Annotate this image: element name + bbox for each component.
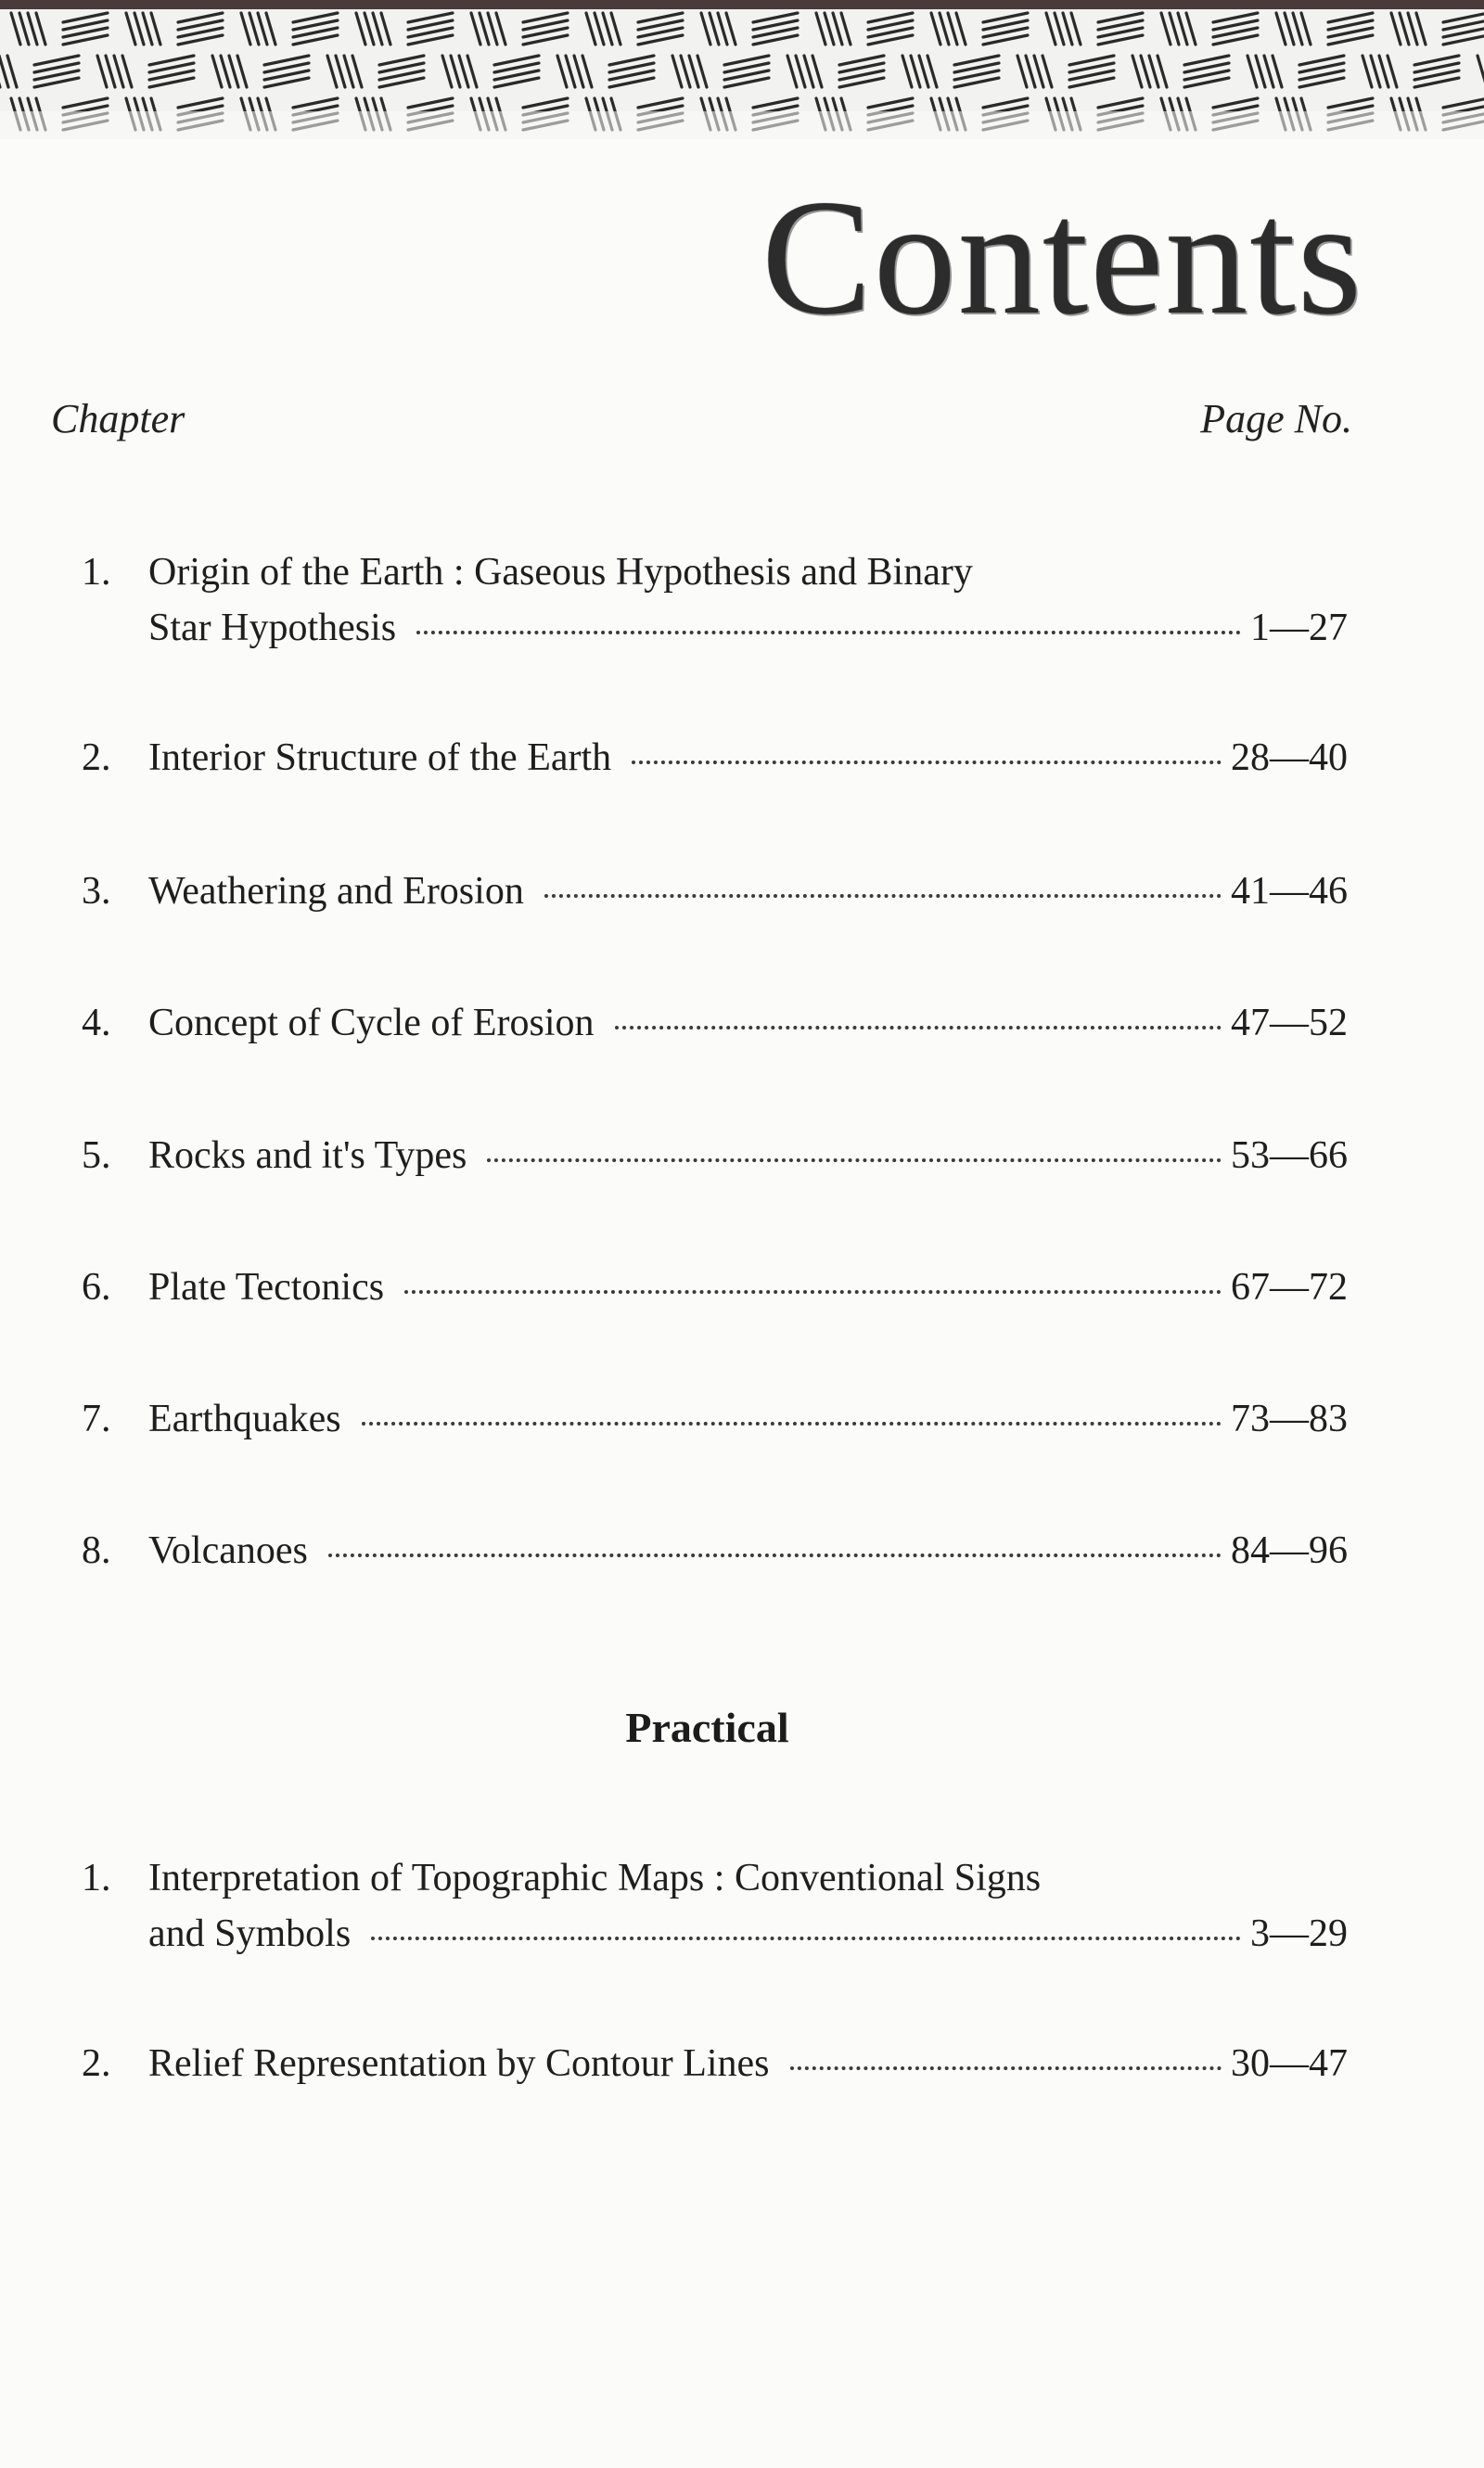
- entry-number: 6.: [82, 1266, 111, 1309]
- entry-title: Rocks and it's Types: [148, 1134, 467, 1177]
- entry-title: Concept of Cycle of Erosion: [148, 1002, 595, 1044]
- dot-leader: [416, 631, 1241, 634]
- entry-number: 4.: [82, 1002, 111, 1044]
- entry-title: Plate Tectonics: [148, 1266, 385, 1309]
- entry-page-range: 30—47: [1231, 2042, 1348, 2085]
- dot-leader: [632, 761, 1222, 764]
- entry-title: Volcanoes: [148, 1529, 308, 1572]
- entry-title-line-2: and Symbols: [148, 1912, 352, 1955]
- entry-number: 5.: [82, 1134, 111, 1177]
- entry-page-range: 28—40: [1231, 736, 1348, 779]
- toc-entry-chapter-7[interactable]: [82, 1400, 1348, 1439]
- dot-leader: [371, 1937, 1241, 1940]
- entry-number: 3.: [82, 870, 111, 913]
- dot-leader: [615, 1026, 1222, 1029]
- entry-title-line-1: Origin of the Earth : Gaseous Hypothesis and Binary: [148, 551, 973, 594]
- toc-entry-practical-2[interactable]: [82, 2044, 1348, 2083]
- entry-number: 7.: [82, 1398, 111, 1440]
- entry-title: Relief Representation by Contour Lines: [148, 2042, 770, 2085]
- entry-page-range: 3—29: [1250, 1912, 1348, 1955]
- entry-number: 1.: [82, 551, 111, 594]
- entry-number: 1.: [82, 1857, 111, 1899]
- dot-leader: [487, 1158, 1222, 1162]
- dot-leader: [362, 1422, 1222, 1426]
- toc-entry-chapter-4[interactable]: [82, 1004, 1348, 1042]
- dot-leader: [404, 1290, 1222, 1294]
- entry-page-range: 84—96: [1231, 1529, 1348, 1572]
- toc-entry-chapter-6[interactable]: [82, 1268, 1348, 1307]
- entry-page-range: 73—83: [1231, 1398, 1348, 1440]
- entry-title-line-2: Star Hypothesis: [148, 607, 397, 649]
- toc-entry-practical-1[interactable]: [82, 1859, 1348, 1953]
- page-title: Contents: [761, 165, 1363, 349]
- decorative-hatch-band: [0, 0, 1484, 139]
- entry-number: 8.: [82, 1529, 111, 1572]
- entry-title: Weathering and Erosion: [148, 870, 524, 913]
- entry-page-range: 47—52: [1231, 1002, 1348, 1044]
- entry-number: 2.: [82, 736, 111, 779]
- entry-title: Interior Structure of the Earth: [148, 736, 612, 779]
- toc-entry-chapter-5[interactable]: [82, 1136, 1348, 1175]
- entry-page-range: 41—46: [1231, 870, 1348, 913]
- page-number-column-header: Page No.: [1200, 396, 1352, 441]
- dot-leader: [328, 1554, 1222, 1557]
- entry-page-range: 67—72: [1231, 1266, 1348, 1309]
- entry-title-line-1: Interpretation of Topographic Maps : Conventional Signs: [148, 1857, 1042, 1899]
- entry-number: 2.: [82, 2042, 111, 2085]
- dot-leader: [790, 2066, 1222, 2070]
- toc-entry-chapter-1[interactable]: [82, 553, 1348, 647]
- entry-page-range: 1—27: [1250, 607, 1348, 649]
- entry-page-range: 53—66: [1231, 1134, 1348, 1177]
- toc-entry-chapter-8[interactable]: [82, 1531, 1348, 1570]
- dot-leader: [544, 894, 1222, 898]
- entry-title: Earthquakes: [148, 1398, 341, 1440]
- toc-entry-chapter-2[interactable]: [82, 738, 1348, 777]
- toc-entry-chapter-3[interactable]: [82, 872, 1348, 911]
- chapter-column-header: Chapter: [51, 396, 186, 441]
- practical-section-heading: Practical: [625, 1704, 789, 1751]
